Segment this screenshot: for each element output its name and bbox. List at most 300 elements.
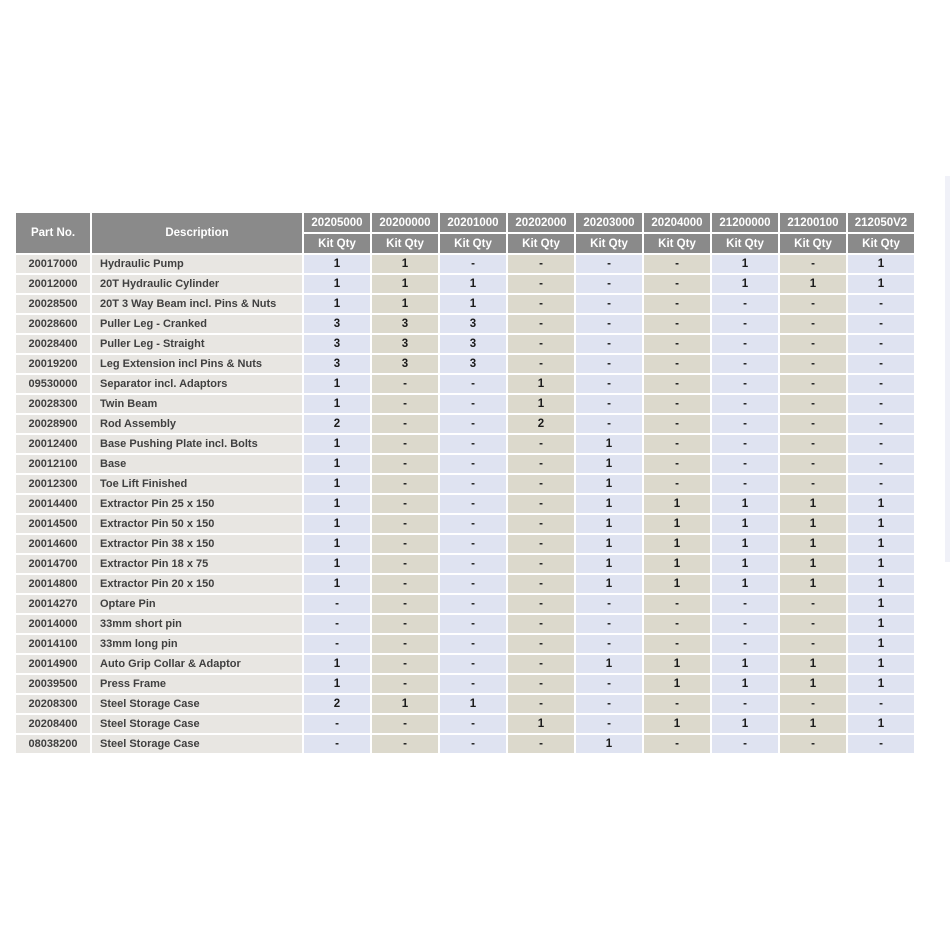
kit-qty-cell: 1: [576, 435, 642, 453]
kit-qty-cell: 1: [508, 375, 574, 393]
kit-qty-cell: -: [780, 295, 846, 313]
kit-qty-cell: 1: [712, 675, 778, 693]
kit-qty-cell: -: [576, 595, 642, 613]
kit-qty-cell: -: [440, 415, 506, 433]
kit-qty-cell: -: [644, 295, 710, 313]
kit-qty-cell: 1: [304, 475, 370, 493]
column-header-kit-20201000: 20201000: [440, 213, 506, 232]
kit-qty-cell: -: [644, 455, 710, 473]
column-header-kit-20205000: 20205000: [304, 213, 370, 232]
table-row: [16, 335, 914, 353]
part-no-cell: 20014100: [16, 635, 90, 653]
kit-qty-cell: -: [644, 435, 710, 453]
table-row: [16, 395, 914, 413]
column-header-description: Description: [92, 213, 302, 253]
kit-qty-cell: -: [712, 595, 778, 613]
column-header-kit-21200100: 21200100: [780, 213, 846, 232]
kit-qty-cell: 2: [508, 415, 574, 433]
kit-qty-cell: -: [508, 595, 574, 613]
kit-qty-cell: -: [780, 335, 846, 353]
description-cell: Steel Storage Case: [92, 695, 302, 713]
kit-qty-cell: 2: [304, 415, 370, 433]
kit-qty-cell: 1: [712, 535, 778, 553]
description-cell: Toe Lift Finished: [92, 475, 302, 493]
part-no-cell: 20014700: [16, 555, 90, 573]
kit-qty-cell: -: [576, 615, 642, 633]
part-no-cell: 20014800: [16, 575, 90, 593]
kit-qty-cell: -: [508, 435, 574, 453]
kit-qty-cell: -: [848, 395, 914, 413]
kit-qty-cell: 2: [304, 695, 370, 713]
kit-qty-cell: 3: [372, 335, 438, 353]
kit-qty-cell: 1: [848, 515, 914, 533]
kit-qty-cell: -: [644, 315, 710, 333]
part-no-cell: 08038200: [16, 735, 90, 753]
kit-qty-cell: -: [644, 595, 710, 613]
kit-qty-cell: -: [576, 295, 642, 313]
table-row: [16, 575, 914, 593]
kit-qty-cell: -: [644, 395, 710, 413]
kit-qty-cell: -: [644, 415, 710, 433]
kit-qty-cell: 1: [848, 655, 914, 673]
kit-qty-cell: -: [848, 375, 914, 393]
kit-qty-cell: -: [508, 535, 574, 553]
description-cell: Base Pushing Plate incl. Bolts: [92, 435, 302, 453]
kit-qty-cell: 1: [576, 455, 642, 473]
kit-qty-cell: 3: [440, 355, 506, 373]
table-row: [16, 415, 914, 433]
column-subheader-kit-qty: Kit Qty: [644, 234, 710, 253]
part-no-cell: 20014900: [16, 655, 90, 673]
description-cell: Extractor Pin 25 x 150: [92, 495, 302, 513]
description-cell: Extractor Pin 50 x 150: [92, 515, 302, 533]
column-subheader-kit-qty: Kit Qty: [440, 234, 506, 253]
column-header-kit-20203000: 20203000: [576, 213, 642, 232]
kit-qty-cell: -: [712, 355, 778, 373]
kit-qty-cell: 1: [440, 275, 506, 293]
kit-qty-cell: 1: [304, 495, 370, 513]
kit-qty-cell: -: [304, 715, 370, 733]
kit-qty-cell: -: [440, 655, 506, 673]
kit-qty-cell: -: [304, 735, 370, 753]
kit-qty-cell: -: [440, 615, 506, 633]
table-row: [16, 535, 914, 553]
kit-qty-cell: 1: [304, 555, 370, 573]
kit-qty-cell: -: [372, 555, 438, 573]
description-cell: Press Frame: [92, 675, 302, 693]
kit-qty-cell: -: [372, 675, 438, 693]
column-subheader-kit-qty: Kit Qty: [780, 234, 846, 253]
kit-qty-cell: -: [440, 495, 506, 513]
kit-qty-cell: -: [848, 435, 914, 453]
description-cell: Auto Grip Collar & Adaptor: [92, 655, 302, 673]
kit-qty-cell: 1: [780, 655, 846, 673]
kit-qty-cell: 1: [848, 575, 914, 593]
kit-qty-cell: -: [440, 535, 506, 553]
kit-qty-cell: 1: [304, 655, 370, 673]
kit-qty-cell: -: [372, 455, 438, 473]
description-cell: Extractor Pin 18 x 75: [92, 555, 302, 573]
kit-qty-cell: -: [712, 615, 778, 633]
part-no-cell: 20039500: [16, 675, 90, 693]
kit-qty-cell: -: [576, 275, 642, 293]
kit-qty-cell: 1: [576, 735, 642, 753]
part-no-cell: 20014600: [16, 535, 90, 553]
kit-qty-cell: -: [576, 395, 642, 413]
kit-qty-cell: 1: [372, 295, 438, 313]
kit-qty-cell: -: [576, 355, 642, 373]
column-header-kit-20204000: 20204000: [644, 213, 710, 232]
kit-qty-cell: -: [508, 615, 574, 633]
kit-qty-cell: 1: [848, 535, 914, 553]
column-subheader-kit-qty: Kit Qty: [848, 234, 914, 253]
kit-qty-cell: 1: [372, 275, 438, 293]
kit-qty-cell: 1: [780, 555, 846, 573]
kit-qty-cell: -: [644, 635, 710, 653]
kit-qty-cell: -: [712, 695, 778, 713]
kit-qty-cell: -: [780, 435, 846, 453]
kit-qty-cell: -: [304, 635, 370, 653]
kit-qty-cell: -: [644, 375, 710, 393]
kit-qty-cell: -: [372, 475, 438, 493]
kit-qty-cell: -: [780, 315, 846, 333]
kit-qty-cell: 3: [440, 315, 506, 333]
kit-qty-cell: 1: [712, 275, 778, 293]
kit-qty-cell: -: [508, 255, 574, 273]
kit-qty-cell: -: [508, 355, 574, 373]
kit-qty-cell: 1: [440, 295, 506, 313]
description-cell: Extractor Pin 20 x 150: [92, 575, 302, 593]
kit-qty-cell: 1: [780, 515, 846, 533]
kit-qty-cell: 1: [848, 275, 914, 293]
description-cell: Steel Storage Case: [92, 735, 302, 753]
kit-qty-cell: -: [304, 595, 370, 613]
description-cell: Optare Pin: [92, 595, 302, 613]
kit-qty-cell: -: [508, 335, 574, 353]
kit-qty-cell: -: [440, 735, 506, 753]
kit-qty-cell: -: [848, 335, 914, 353]
kit-qty-cell: -: [508, 315, 574, 333]
kit-qty-cell: -: [848, 295, 914, 313]
kit-qty-cell: -: [644, 475, 710, 493]
kit-qty-cell: 1: [644, 715, 710, 733]
kit-qty-cell: -: [576, 415, 642, 433]
kit-qty-cell: 1: [712, 255, 778, 273]
kit-qty-cell: 1: [576, 475, 642, 493]
column-header-part-no: Part No.: [16, 213, 90, 253]
right-edge-artifact: [945, 176, 950, 562]
column-header-kit-212050V2: 212050V2: [848, 213, 914, 232]
kit-qty-cell: 1: [780, 275, 846, 293]
column-subheader-kit-qty: Kit Qty: [576, 234, 642, 253]
kit-qty-cell: 1: [848, 595, 914, 613]
kit-qty-cell: -: [644, 355, 710, 373]
table-row: [16, 515, 914, 533]
kit-qty-cell: 3: [304, 355, 370, 373]
kit-qty-cell: -: [848, 475, 914, 493]
kit-qty-cell: 1: [576, 515, 642, 533]
kit-qty-cell: -: [780, 255, 846, 273]
table-row: [16, 555, 914, 573]
kit-qty-cell: -: [508, 735, 574, 753]
kit-qty-cell: -: [372, 655, 438, 673]
kit-qty-cell: 1: [780, 575, 846, 593]
kit-qty-cell: 3: [304, 335, 370, 353]
kit-qty-cell: 1: [712, 715, 778, 733]
kit-qty-cell: 1: [304, 535, 370, 553]
column-header-kit-20200000: 20200000: [372, 213, 438, 232]
kit-qty-cell: -: [644, 735, 710, 753]
table-row: [16, 735, 914, 753]
kit-qty-cell: -: [372, 495, 438, 513]
kit-qty-cell: -: [508, 455, 574, 473]
kit-qty-cell: -: [304, 615, 370, 633]
kit-qty-cell: -: [576, 695, 642, 713]
kit-qty-cell: -: [848, 455, 914, 473]
kit-qty-cell: -: [780, 615, 846, 633]
kit-qty-cell: -: [644, 695, 710, 713]
kit-qty-cell: -: [372, 435, 438, 453]
kit-qty-cell: -: [440, 435, 506, 453]
kit-qty-cell: -: [644, 255, 710, 273]
part-no-cell: 20014400: [16, 495, 90, 513]
kit-qty-cell: -: [780, 395, 846, 413]
kit-qty-cell: -: [372, 395, 438, 413]
kit-qty-cell: -: [440, 555, 506, 573]
kit-qty-cell: -: [712, 375, 778, 393]
description-cell: Hydraulic Pump: [92, 255, 302, 273]
kit-qty-cell: 1: [712, 555, 778, 573]
kit-qty-cell: 1: [372, 255, 438, 273]
kit-qty-cell: -: [712, 295, 778, 313]
kit-qty-cell: 1: [304, 255, 370, 273]
kit-qty-cell: 1: [780, 535, 846, 553]
description-cell: 33mm long pin: [92, 635, 302, 653]
kit-qty-cell: 3: [440, 335, 506, 353]
kit-qty-cell: -: [440, 375, 506, 393]
part-no-cell: 20208300: [16, 695, 90, 713]
kit-qty-cell: -: [848, 355, 914, 373]
description-cell: Steel Storage Case: [92, 715, 302, 733]
kit-qty-cell: -: [372, 575, 438, 593]
kit-qty-cell: -: [848, 735, 914, 753]
kit-qty-cell: 1: [372, 695, 438, 713]
kit-qty-cell: -: [780, 355, 846, 373]
kit-qty-cell: 1: [848, 635, 914, 653]
kit-qty-cell: 1: [304, 455, 370, 473]
kit-qty-cell: 1: [780, 715, 846, 733]
table-row: [16, 495, 914, 513]
kit-qty-cell: 1: [780, 495, 846, 513]
kit-qty-cell: -: [644, 615, 710, 633]
kit-qty-cell: 1: [576, 535, 642, 553]
kit-qty-cell: -: [712, 315, 778, 333]
description-cell: Puller Leg - Straight: [92, 335, 302, 353]
part-no-cell: 20028500: [16, 295, 90, 313]
kit-qty-cell: -: [508, 295, 574, 313]
kit-qty-cell: -: [440, 575, 506, 593]
kit-qty-cell: -: [440, 595, 506, 613]
kit-qty-cell: -: [780, 455, 846, 473]
kit-qty-cell: -: [848, 415, 914, 433]
kit-qty-cell: 1: [848, 675, 914, 693]
kit-qty-cell: 1: [304, 575, 370, 593]
kit-qty-cell: 1: [712, 495, 778, 513]
kit-qty-cell: -: [576, 715, 642, 733]
kit-qty-cell: -: [712, 335, 778, 353]
kit-qty-cell: -: [780, 695, 846, 713]
description-cell: Base: [92, 455, 302, 473]
table-row: [16, 655, 914, 673]
part-no-cell: 20014000: [16, 615, 90, 633]
table-row: [16, 615, 914, 633]
kit-qty-cell: 1: [304, 435, 370, 453]
kit-qty-cell: -: [576, 675, 642, 693]
kit-qty-cell: 1: [644, 655, 710, 673]
kit-qty-cell: -: [780, 375, 846, 393]
kit-qty-cell: -: [780, 595, 846, 613]
kit-qty-cell: -: [644, 335, 710, 353]
kit-qty-cell: -: [848, 695, 914, 713]
kit-qty-cell: -: [508, 695, 574, 713]
kit-qty-cell: -: [780, 415, 846, 433]
description-cell: 20T Hydraulic Cylinder: [92, 275, 302, 293]
table-row: [16, 475, 914, 493]
part-no-cell: 20014500: [16, 515, 90, 533]
part-no-cell: 09530000: [16, 375, 90, 393]
part-no-cell: 20012000: [16, 275, 90, 293]
kit-qty-cell: -: [372, 515, 438, 533]
table-row: [16, 675, 914, 693]
table-row: [16, 715, 914, 733]
kit-qty-cell: -: [576, 315, 642, 333]
kit-qty-cell: -: [712, 415, 778, 433]
kit-qty-cell: 1: [304, 675, 370, 693]
kit-qty-cell: -: [440, 475, 506, 493]
kit-qty-cell: -: [508, 635, 574, 653]
table-row: [16, 355, 914, 373]
kit-qty-cell: -: [508, 495, 574, 513]
kit-qty-cell: 1: [304, 395, 370, 413]
kit-qty-cell: -: [440, 395, 506, 413]
description-cell: Rod Assembly: [92, 415, 302, 433]
kit-qty-cell: -: [372, 375, 438, 393]
kit-qty-cell: -: [508, 655, 574, 673]
kit-qty-cell: -: [508, 275, 574, 293]
kit-qty-cell: -: [508, 575, 574, 593]
kit-qty-cell: 1: [644, 575, 710, 593]
description-cell: Twin Beam: [92, 395, 302, 413]
table-row: [16, 435, 914, 453]
kit-qty-cell: -: [780, 635, 846, 653]
kit-qty-cell: -: [576, 335, 642, 353]
kit-qty-cell: 1: [780, 675, 846, 693]
parts-kit-table: [14, 211, 916, 755]
kit-qty-cell: 1: [712, 575, 778, 593]
kit-qty-cell: 1: [848, 555, 914, 573]
kit-qty-cell: 1: [440, 695, 506, 713]
part-no-cell: 20028400: [16, 335, 90, 353]
kit-number-header-row: [16, 213, 914, 232]
kit-qty-cell: 1: [576, 495, 642, 513]
description-cell: Puller Leg - Cranked: [92, 315, 302, 333]
table-row: [16, 695, 914, 713]
kit-qty-cell: 1: [576, 555, 642, 573]
kit-qty-cell: 1: [644, 495, 710, 513]
kit-qty-cell: 1: [576, 655, 642, 673]
kit-qty-cell: 1: [304, 515, 370, 533]
kit-qty-cell: 1: [712, 655, 778, 673]
kit-qty-cell: 1: [644, 555, 710, 573]
kit-qty-cell: -: [508, 515, 574, 533]
table-row: [16, 255, 914, 273]
table-row: [16, 455, 914, 473]
kit-qty-cell: 1: [508, 715, 574, 733]
table-row: [16, 595, 914, 613]
kit-qty-cell: 1: [508, 395, 574, 413]
kit-qty-cell: -: [780, 475, 846, 493]
kit-qty-cell: -: [440, 255, 506, 273]
column-header-kit-21200000: 21200000: [712, 213, 778, 232]
part-no-cell: 20028300: [16, 395, 90, 413]
part-no-cell: 20012300: [16, 475, 90, 493]
kit-qty-cell: 1: [848, 255, 914, 273]
table-row: [16, 295, 914, 313]
part-no-cell: 20017000: [16, 255, 90, 273]
kit-qty-cell: 1: [712, 515, 778, 533]
kit-qty-cell: -: [508, 675, 574, 693]
kit-qty-cell: -: [440, 515, 506, 533]
description-cell: Extractor Pin 38 x 150: [92, 535, 302, 553]
kit-qty-cell: 1: [576, 575, 642, 593]
part-no-cell: 20019200: [16, 355, 90, 373]
column-subheader-kit-qty: Kit Qty: [304, 234, 370, 253]
kit-qty-cell: -: [440, 455, 506, 473]
kit-qty-cell: 1: [304, 275, 370, 293]
description-cell: 20T 3 Way Beam incl. Pins & Nuts: [92, 295, 302, 313]
kit-qty-cell: 1: [848, 715, 914, 733]
kit-qty-cell: 3: [372, 355, 438, 373]
kit-qty-cell: -: [508, 475, 574, 493]
part-no-cell: 20012400: [16, 435, 90, 453]
kit-qty-cell: -: [508, 555, 574, 573]
kit-qty-cell: 3: [372, 315, 438, 333]
description-cell: Leg Extension incl Pins & Nuts: [92, 355, 302, 373]
table-row: [16, 275, 914, 293]
kit-qty-cell: -: [848, 315, 914, 333]
kit-qty-cell: -: [372, 535, 438, 553]
table-row: [16, 375, 914, 393]
kit-qty-cell: -: [712, 395, 778, 413]
kit-qty-cell: -: [576, 375, 642, 393]
kit-qty-cell: -: [576, 255, 642, 273]
kit-qty-cell: -: [712, 475, 778, 493]
kit-qty-cell: -: [780, 735, 846, 753]
table-row: [16, 635, 914, 653]
kit-qty-cell: -: [644, 275, 710, 293]
part-no-cell: 20028600: [16, 315, 90, 333]
description-cell: 33mm short pin: [92, 615, 302, 633]
table-row: [16, 315, 914, 333]
kit-qty-cell: -: [712, 735, 778, 753]
kit-qty-cell: 1: [644, 675, 710, 693]
kit-qty-cell: -: [712, 435, 778, 453]
kit-qty-cell: 3: [304, 315, 370, 333]
kit-qty-cell: -: [440, 675, 506, 693]
kit-qty-cell: 1: [644, 535, 710, 553]
kit-qty-cell: -: [372, 415, 438, 433]
kit-qty-cell: -: [372, 735, 438, 753]
